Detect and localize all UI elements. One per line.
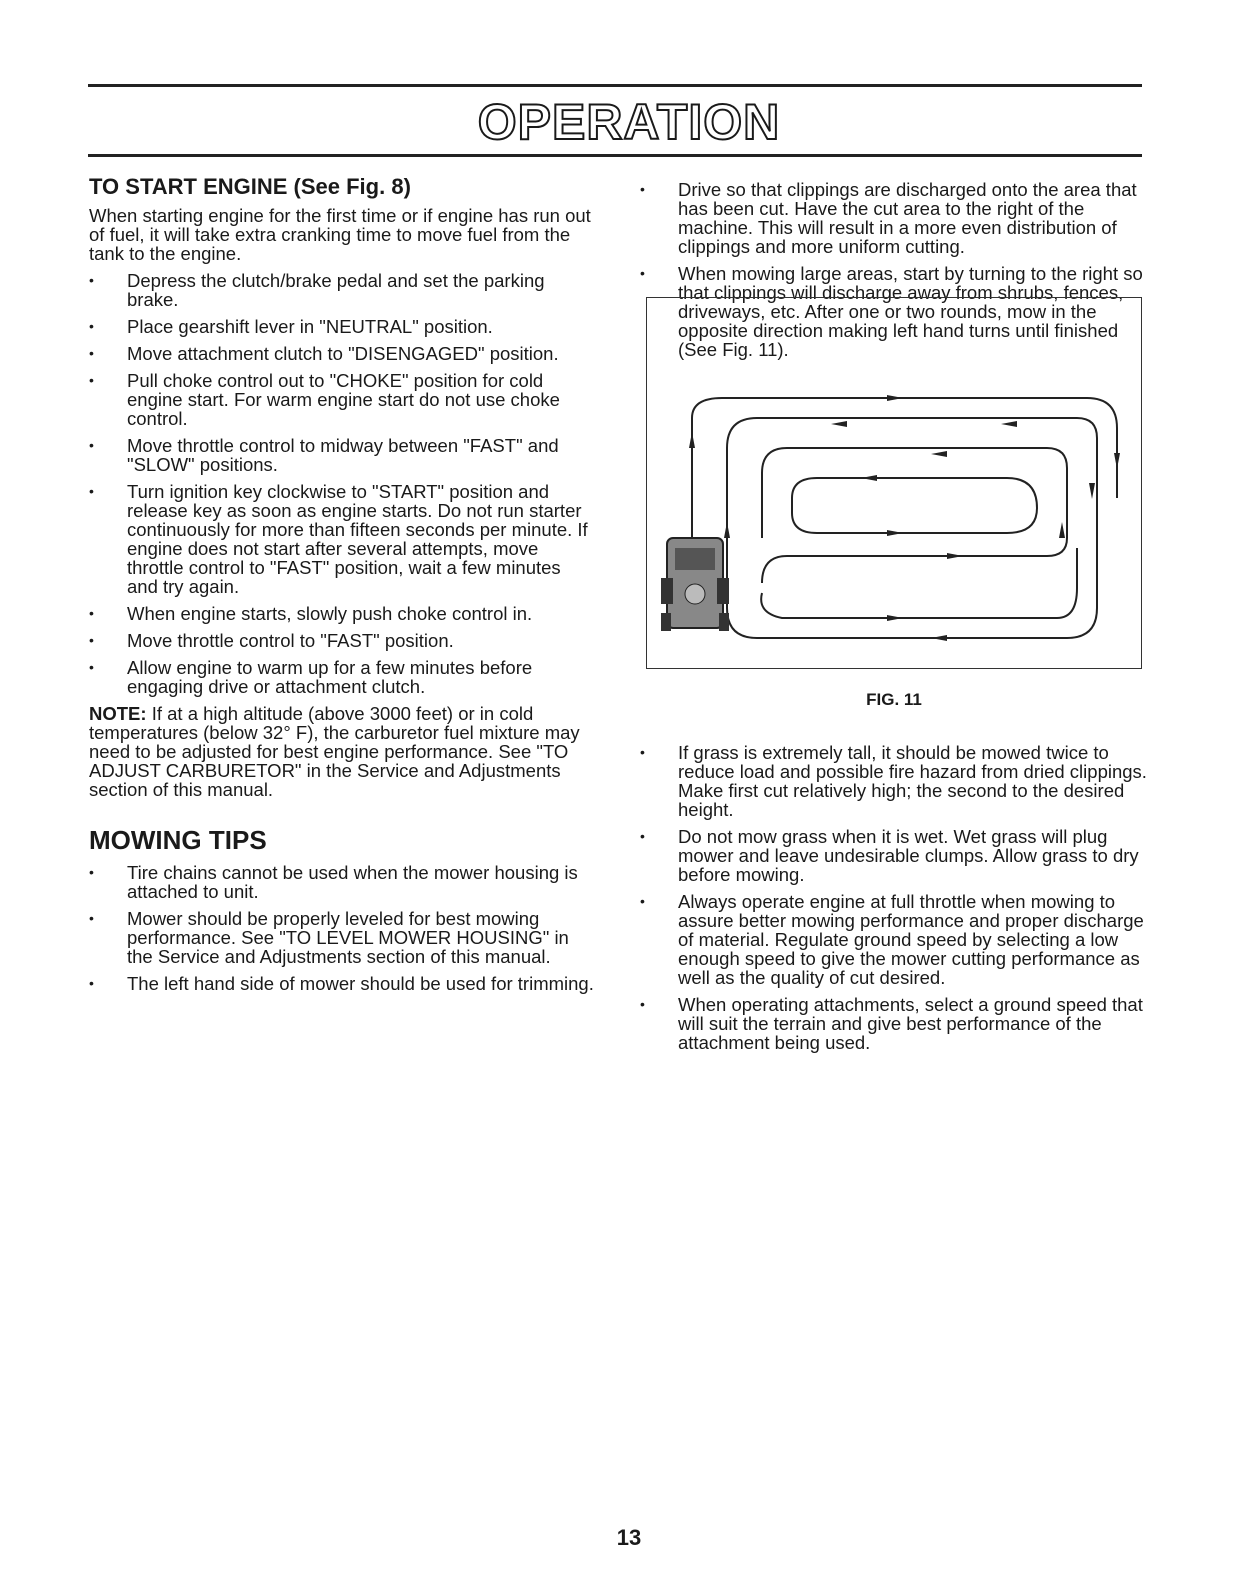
list-item: • When engine starts, slowly push choke control in. [89, 603, 533, 624]
start-engine-steps [89, 271, 594, 696]
list-item: • When mowing large areas, start by turning to the right so that clippings will discharge away from shrubs, fences, driveways, etc. After one or two rounds, mow in the opposite direction making left hand turns until finished (See Fig. 11). [640, 263, 1143, 360]
bullet-icon: • [89, 318, 94, 334]
list-item: • Move throttle control to midway between "FAST" and "SLOW" positions. [89, 435, 559, 475]
arrow-icon [1059, 522, 1065, 538]
bullet-icon: • [89, 345, 94, 361]
riding-mower-icon [661, 538, 729, 631]
mowing-tips-heading: MOWING TIPS [89, 825, 267, 855]
figure-11-mowing-pattern [646, 297, 1142, 669]
bullet-icon: • [89, 864, 94, 880]
list-item: • Move throttle control to "FAST" position. [89, 630, 454, 651]
list-item: • Turn ignition key clockwise to "START" position and release key as soon as engine starts. Do not run starter continuously for more than fifteen seconds per minute. If engine does not start after several attempts, move throttle control to "FAST" position, wait a few minutes and try again. [89, 481, 588, 597]
bullet-icon: • [89, 372, 94, 388]
arrow-icon [931, 451, 947, 457]
list-item: • Mower should be properly leveled for best mowing performance. See "TO LEVEL MOWER HOUSING" in the Service and Adjustments section of this manual. [89, 908, 569, 967]
arrow-icon [887, 530, 903, 536]
list-item: • The left hand side of mower should be used for trimming. [89, 973, 594, 994]
list-item: • When operating attachments, select a ground speed that will suit the terrain and give best performance of the attachment being used. [640, 994, 1143, 1053]
arrow-icon [861, 475, 877, 481]
bullet-icon: • [89, 632, 94, 648]
bullet-icon: • [640, 996, 645, 1012]
arrow-icon [931, 635, 947, 641]
arrow-icon [887, 615, 903, 621]
right-column-bottom [640, 743, 1150, 1060]
arrow-icon [1089, 483, 1095, 499]
start-engine-heading: TO START ENGINE (See Fig. 8) [89, 174, 411, 199]
list-item: • Allow engine to warm up for a few minutes before engaging drive or attachment clutch. [89, 657, 533, 697]
page-number: 13 [616, 1525, 642, 1550]
arrow-icon [947, 553, 963, 559]
arrow-icon [689, 432, 695, 448]
list-item: • Always operate engine at full throttle when mowing to assure better mowing performance and proper discharge of material. Regulate ground speed by selecting a low enough speed to give the mower cutting performance as well as the quality of cut desired. [640, 891, 1144, 988]
arrow-icon [1114, 453, 1120, 469]
mowing-pattern-diagram [647, 298, 1141, 668]
bullet-icon: • [640, 181, 645, 197]
list-item: • Depress the clutch/brake pedal and set the parking brake. [89, 270, 545, 310]
bullet-icon: • [89, 437, 94, 453]
list-item: • Pull choke control out to "CHOKE" position for cold engine start. For warm engine start do not use choke control. [89, 370, 560, 429]
bullet-icon: • [89, 659, 94, 675]
bullet-icon: • [640, 828, 645, 844]
arrow-icon [887, 395, 903, 401]
carburetor-note [89, 704, 594, 799]
page-title: OPERATION [477, 94, 781, 150]
bullet-icon: • [89, 975, 94, 991]
top-rule [88, 84, 1142, 87]
bullet-icon: • [640, 265, 645, 281]
start-engine-intro: When starting engine for the first time or if engine has run out of fuel, it will take extra cranking time to move fuel from the tank to the engine. [89, 205, 591, 264]
list-item: • If grass is extremely tall, it should be mowed twice to reduce load and possible fire hazard from dried clippings. Make first cut relatively high; the second to the desired height. [640, 742, 1147, 820]
bullet-icon: • [89, 272, 94, 288]
bullet-icon: • [89, 910, 94, 926]
bullet-icon: • [89, 483, 94, 499]
figure-caption: FIG. 11 [866, 690, 922, 709]
arrow-icon [831, 421, 847, 427]
bullet-icon: • [640, 893, 645, 909]
arrow-icon [1001, 421, 1017, 427]
mowing-tips-list [89, 863, 594, 993]
list-item: • Place gearshift lever in "NEUTRAL" position. [89, 316, 493, 337]
list-item: • Drive so that clippings are discharged onto the area that has been cut. Have the cut area to the right of the machine. This will result in a more even distribution of clippings and more uniform cutting. [640, 179, 1137, 257]
title-bottom-rule [88, 154, 1142, 157]
note-label: NOTE: [89, 703, 147, 724]
arrow-icon [724, 522, 730, 538]
grass-tips-list [640, 743, 1150, 1052]
list-item: • Move attachment clutch to "DISENGAGED" position. [89, 343, 559, 364]
note-text: If at a high altitude (above 3000 feet) or in cold temperatures (below 32° F), the carburetor fuel mixture may need to be adjusted for best engine performance. See "TO ADJUST CARBURETOR" in the Service and Adjustments section of this manual. [89, 703, 580, 800]
left-column [89, 172, 594, 993]
list-item: • Do not mow grass when it is wet. Wet grass will plug mower and leave undesirable clumps. Allow grass to dry before mowing. [640, 826, 1139, 885]
list-item: • Tire chains cannot be used when the mower housing is attached to unit. [89, 862, 578, 902]
bullet-icon: • [640, 744, 645, 760]
bullet-icon: • [89, 605, 94, 621]
